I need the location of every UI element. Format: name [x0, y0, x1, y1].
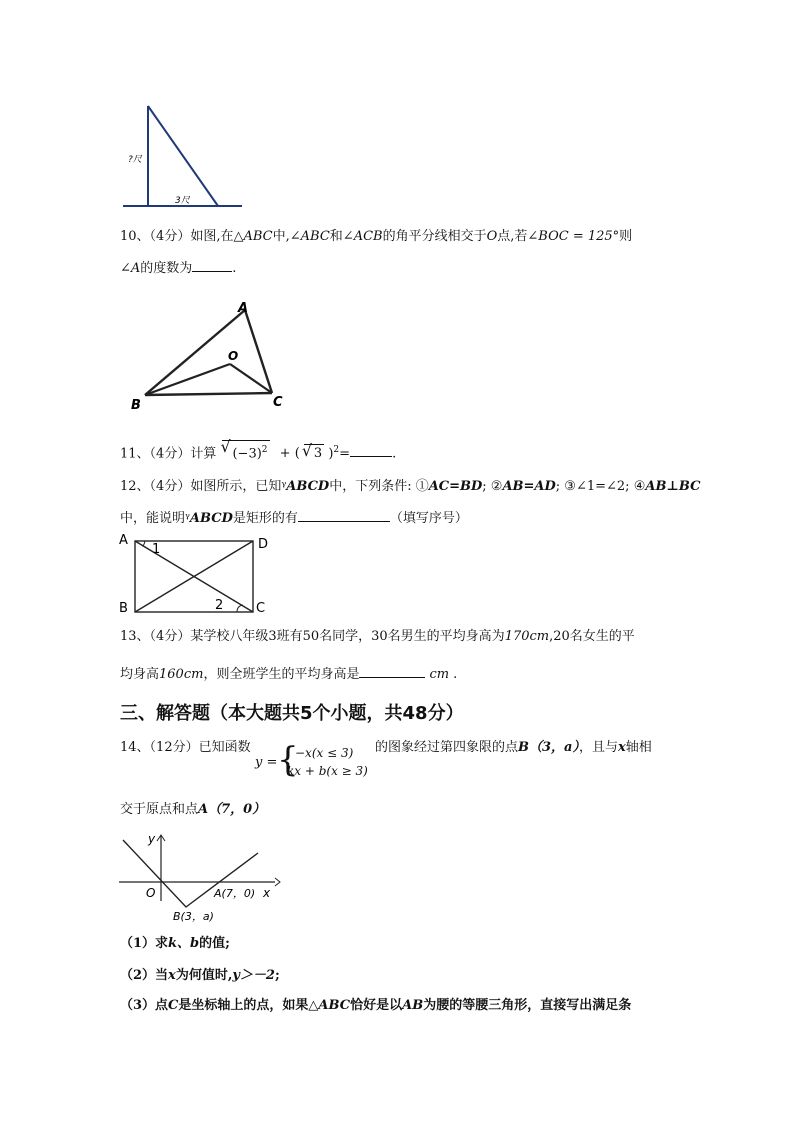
q12-answer-blank[interactable] [298, 507, 390, 522]
vertex-d-label: D [258, 537, 269, 552]
bisector-co [230, 364, 272, 393]
rectangle-figure [115, 530, 285, 618]
q12-parallelogram-sign: ᵞ [281, 479, 287, 494]
point-a-label: A(7，0) [214, 887, 256, 900]
ladder-slope [148, 106, 218, 206]
q10-text-d: 的角平分线相交于 [382, 229, 487, 244]
question-12-line2 [120, 507, 468, 529]
piecewise-y-equals: y = [255, 755, 278, 770]
q13-value-1: 170cm [504, 629, 550, 644]
q12-sep-2: ; ③∠1=∠2; ④ [555, 479, 646, 494]
q10-text-e: 点,若 [497, 229, 528, 244]
q14-subquestion-3 [120, 996, 631, 1016]
q13-points: （4分） [149, 629, 191, 644]
q10-text-a: 如图,在 [190, 229, 234, 244]
vertex-c-label: C [273, 395, 283, 410]
q12-cond-2: AB=AD [502, 479, 556, 494]
section-3-heading: 三、解答题（本大题共5个小题，共48分） [120, 703, 464, 724]
q14-sub2-text: （2）当 [120, 968, 169, 983]
q14-subquestion-2 [120, 966, 280, 986]
q13-line2-b: ，则全班学生的平均身高是 [203, 667, 360, 682]
q14-sub2-inequality: y＞－2 [232, 968, 275, 983]
q14-sub3-end: 为腰的等腰三角形，直接写出满足条 [423, 998, 632, 1013]
q14-point-a: A（7，0） [198, 802, 266, 817]
sqrt-expression-2 [301, 441, 324, 463]
q12-line2-a: 中，能说明 [120, 511, 186, 526]
side-bc [145, 393, 272, 395]
q14-text-b: 的图象经过第四象限的点 [375, 740, 519, 755]
bisector-bo [145, 364, 230, 395]
q14-points: （12分） [149, 740, 199, 755]
x-axis-label: x [263, 886, 271, 900]
q11-radicand-2: 3 [313, 446, 323, 462]
ladder-figure [120, 100, 320, 212]
q10-angle-acb: ∠ACB [342, 229, 383, 244]
q11-exponent-2: 2 [333, 445, 340, 455]
radical-sign-icon: √ [301, 441, 313, 461]
left-brace-icon: { [277, 740, 299, 780]
radical-sign-icon: √ [220, 437, 231, 456]
q13-answer-blank[interactable] [359, 663, 425, 678]
q11-close: ) [328, 446, 334, 462]
q10-angle-a: ∠A [120, 261, 141, 276]
q12-text-b: 中，下列条件: ① [329, 479, 429, 494]
vertex-b-label: B [119, 601, 128, 616]
q10-point-o: O [486, 229, 498, 244]
q13-text-a: 某学校八年级3班有50名同学，30名男生的平均身高为 [190, 629, 505, 644]
q12-points: （4分） [149, 479, 191, 494]
q12-sep-1: ; ② [482, 479, 503, 494]
q14-sub3-text: （3）点 [120, 998, 169, 1013]
q12-line2-abcd: ABCD [189, 511, 233, 526]
q14-sub3-c: C [168, 998, 179, 1013]
vertex-c-label: C [256, 601, 266, 616]
q11-points: （4分） [149, 446, 191, 462]
q10-text-c: 和 [329, 229, 343, 244]
q13-unit: cm [429, 667, 450, 682]
question-13-line2 [120, 663, 457, 685]
sqrt-expression-1 [220, 437, 269, 463]
x-axis-arrow-icon [275, 878, 280, 886]
q13-line2-a: 均身高 [120, 667, 160, 682]
q10-condition: ∠BOC = 125° [527, 229, 620, 244]
q11-text-a: 计算 [190, 446, 217, 462]
q14-sub1-text: （1）求 [120, 936, 169, 951]
q11-answer-blank[interactable] [350, 442, 392, 457]
q12-line2-b: 是矩形的有 [232, 511, 298, 526]
q13-value-2: 160cm [159, 667, 204, 682]
q12-cond-1: AC=BD [428, 479, 483, 494]
vertex-a-label: A [119, 533, 128, 548]
q14-subquestion-1 [120, 934, 230, 954]
point-b-label: B(3，a) [173, 910, 214, 923]
q11-end: . [392, 446, 397, 462]
question-11 [120, 437, 397, 464]
q14-text-d: 轴相 [625, 740, 652, 755]
angle-1-label: 1 [152, 542, 161, 557]
q14-sub2-end: ; [274, 968, 280, 983]
q11-radicand-1: (−3) [232, 446, 262, 462]
vertex-b-label: B [131, 398, 141, 413]
q12-text-a: 如图所示，已知 [190, 479, 282, 494]
q12-number: 12、 [120, 479, 150, 494]
q10-number: 10、 [120, 229, 150, 244]
q13-number: 13、 [120, 629, 150, 644]
q14-point-b: B（3，a） [518, 740, 579, 755]
piecewise-case-2: kx + b(x ≥ 3) [287, 764, 368, 778]
q14-sub1-vars: k、b [168, 936, 200, 951]
question-10-line2 [120, 257, 236, 279]
q10-text-f: 则 [619, 229, 633, 244]
q14-sub2-mid: 为何值时, [175, 968, 233, 983]
q14-sub3-ab: AB [402, 998, 424, 1013]
question-10-line1 [120, 227, 632, 247]
q10-triangle: △ABC [233, 229, 273, 244]
q10-end: . [232, 261, 237, 276]
q14-number: 14、 [120, 740, 150, 755]
side-ac [245, 310, 272, 393]
q14-text-a: 已知函数 [198, 740, 251, 755]
piecewise-case-1: −x(x ≤ 3) [295, 746, 354, 760]
height-label: ?尺 [128, 155, 142, 165]
question-12-line1 [120, 477, 701, 497]
q13-end: . [453, 667, 458, 682]
q10-text-g: 的度数为 [140, 261, 193, 276]
q14-sub2-x: x [168, 968, 176, 983]
q11-exponent-1: 2 [261, 445, 268, 455]
q12-line2-para: ᵞ [185, 511, 190, 526]
function-graph [115, 826, 285, 924]
q10-angle-abc: ∠ABC [289, 229, 330, 244]
q14-x: x [618, 740, 626, 755]
origin-label: O [146, 886, 156, 900]
piecewise-function [255, 740, 375, 781]
q12-cond-4: AB⊥BC [645, 479, 701, 494]
question-14-line2 [120, 800, 265, 820]
q14-text-c: ，且与 [578, 740, 618, 755]
angle-2-label: 2 [215, 598, 224, 613]
q10-text-b: 中, [272, 229, 290, 244]
q14-sub1-end: 的值; [199, 936, 230, 951]
q14-sub3-mid2: 恰好是以 [350, 998, 403, 1013]
q11-number: 11、 [120, 446, 150, 462]
q10-answer-blank[interactable] [192, 257, 232, 272]
question-13-line1 [120, 627, 635, 647]
q12-line2-c: （填写序号） [389, 511, 468, 526]
q13-text-b: ,20名女生的平 [549, 629, 635, 644]
vertex-a-label: A [238, 301, 249, 316]
q12-abcd: ABCD [286, 479, 330, 494]
q11-plus: + ( [279, 446, 300, 462]
q14-sub3-mid: 是坐标轴上的点，如果 [178, 998, 309, 1013]
point-o-label: O [228, 349, 239, 363]
y-axis-label: y [148, 832, 156, 846]
question-14-line1 [120, 738, 251, 782]
base-label: 3尺 [175, 196, 190, 206]
q11-equals: = [339, 446, 351, 462]
q10-points: （4分） [149, 229, 191, 244]
q14-sub3-triangle: △ABC [308, 998, 351, 1013]
triangle-figure [125, 298, 295, 414]
question-14-line1-rest [375, 738, 652, 758]
q14-line2: 交于原点和点 [120, 802, 199, 817]
